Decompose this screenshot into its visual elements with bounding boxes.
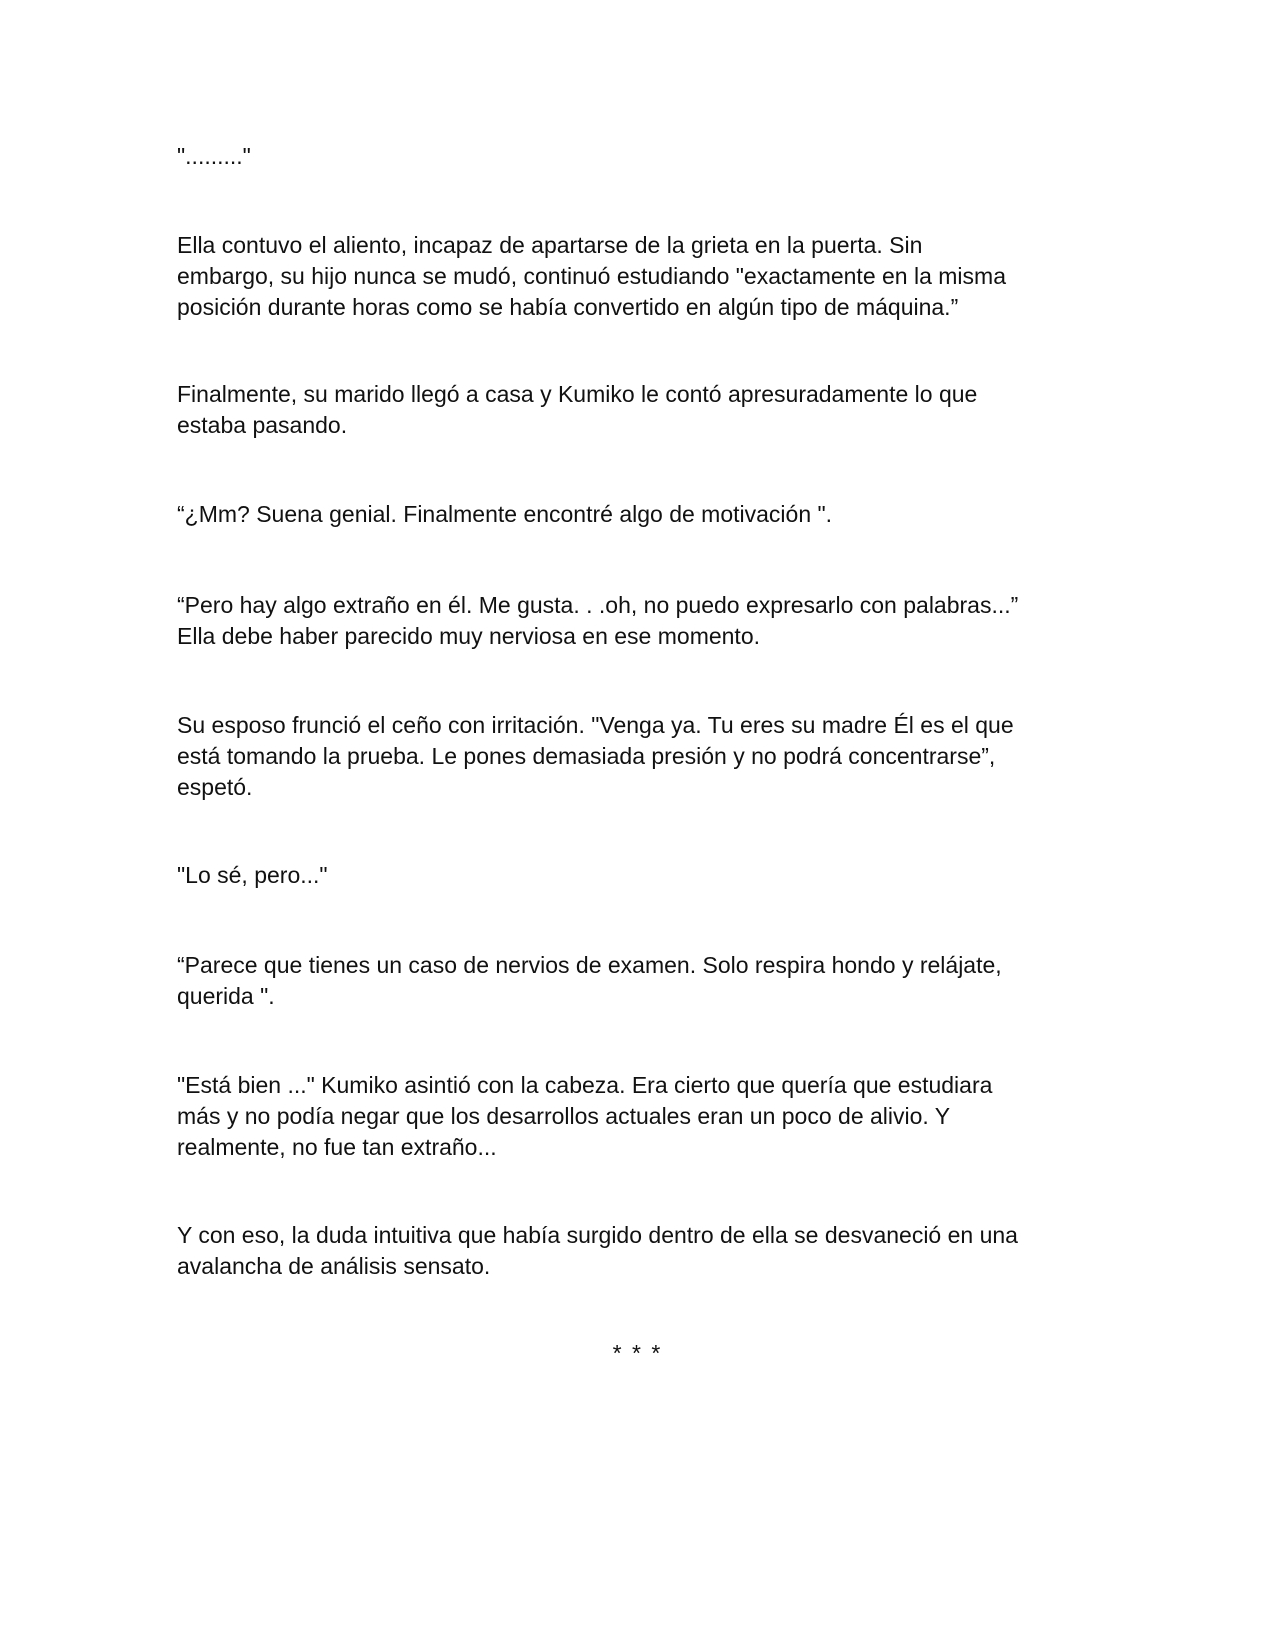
paragraph-5: “Pero hay algo extraño en él. Me gusta. . .oh, no puedo expresarlo con palabras...” Ella debe haber parecido muy nerviosa en ese momento.: [177, 592, 1019, 649]
paragraph-4: “¿Mm? Suena genial. Finalmente encontré algo de motivación ".: [177, 501, 833, 527]
section-separator: * * *: [612, 1340, 663, 1366]
paragraph-10: Y con eso, la duda intuitiva que había surgido dentro de ella se desvaneció en una avalancha de análisis sensato.: [177, 1222, 1018, 1279]
paragraph-3: Finalmente, su marido llegó a casa y Kumiko le contó apresuradamente lo que estaba pasando.: [177, 381, 978, 438]
paragraph-7: "Lo sé, pero...": [177, 862, 328, 888]
paragraph-8: “Parece que tienes un caso de nervios de examen. Solo respira hondo y relájate, querida ".: [177, 952, 1002, 1009]
paragraph-1: ".........": [177, 143, 251, 169]
paragraph-2: Ella contuvo el aliento, incapaz de apartarse de la grieta en la puerta. Sin embargo, su hijo nunca se mudó, continuó estudiando "exactamente en la misma posición durante horas como se había convertido en algún tipo de máquina.”: [177, 232, 1006, 320]
paragraph-6: Su esposo frunció el ceño con irritación. "Venga ya. Tu eres su madre Él es el que está tomando la prueba. Le pones demasiada presión y no podrá concentrarse”, espetó.: [177, 712, 1014, 800]
paragraph-9: "Está bien ..." Kumiko asintió con la cabeza. Era cierto que quería que estudiara más y no podía negar que los desarrollos actuales eran un poco de alivio. Y realmente, no fue tan extraño...: [177, 1072, 993, 1160]
